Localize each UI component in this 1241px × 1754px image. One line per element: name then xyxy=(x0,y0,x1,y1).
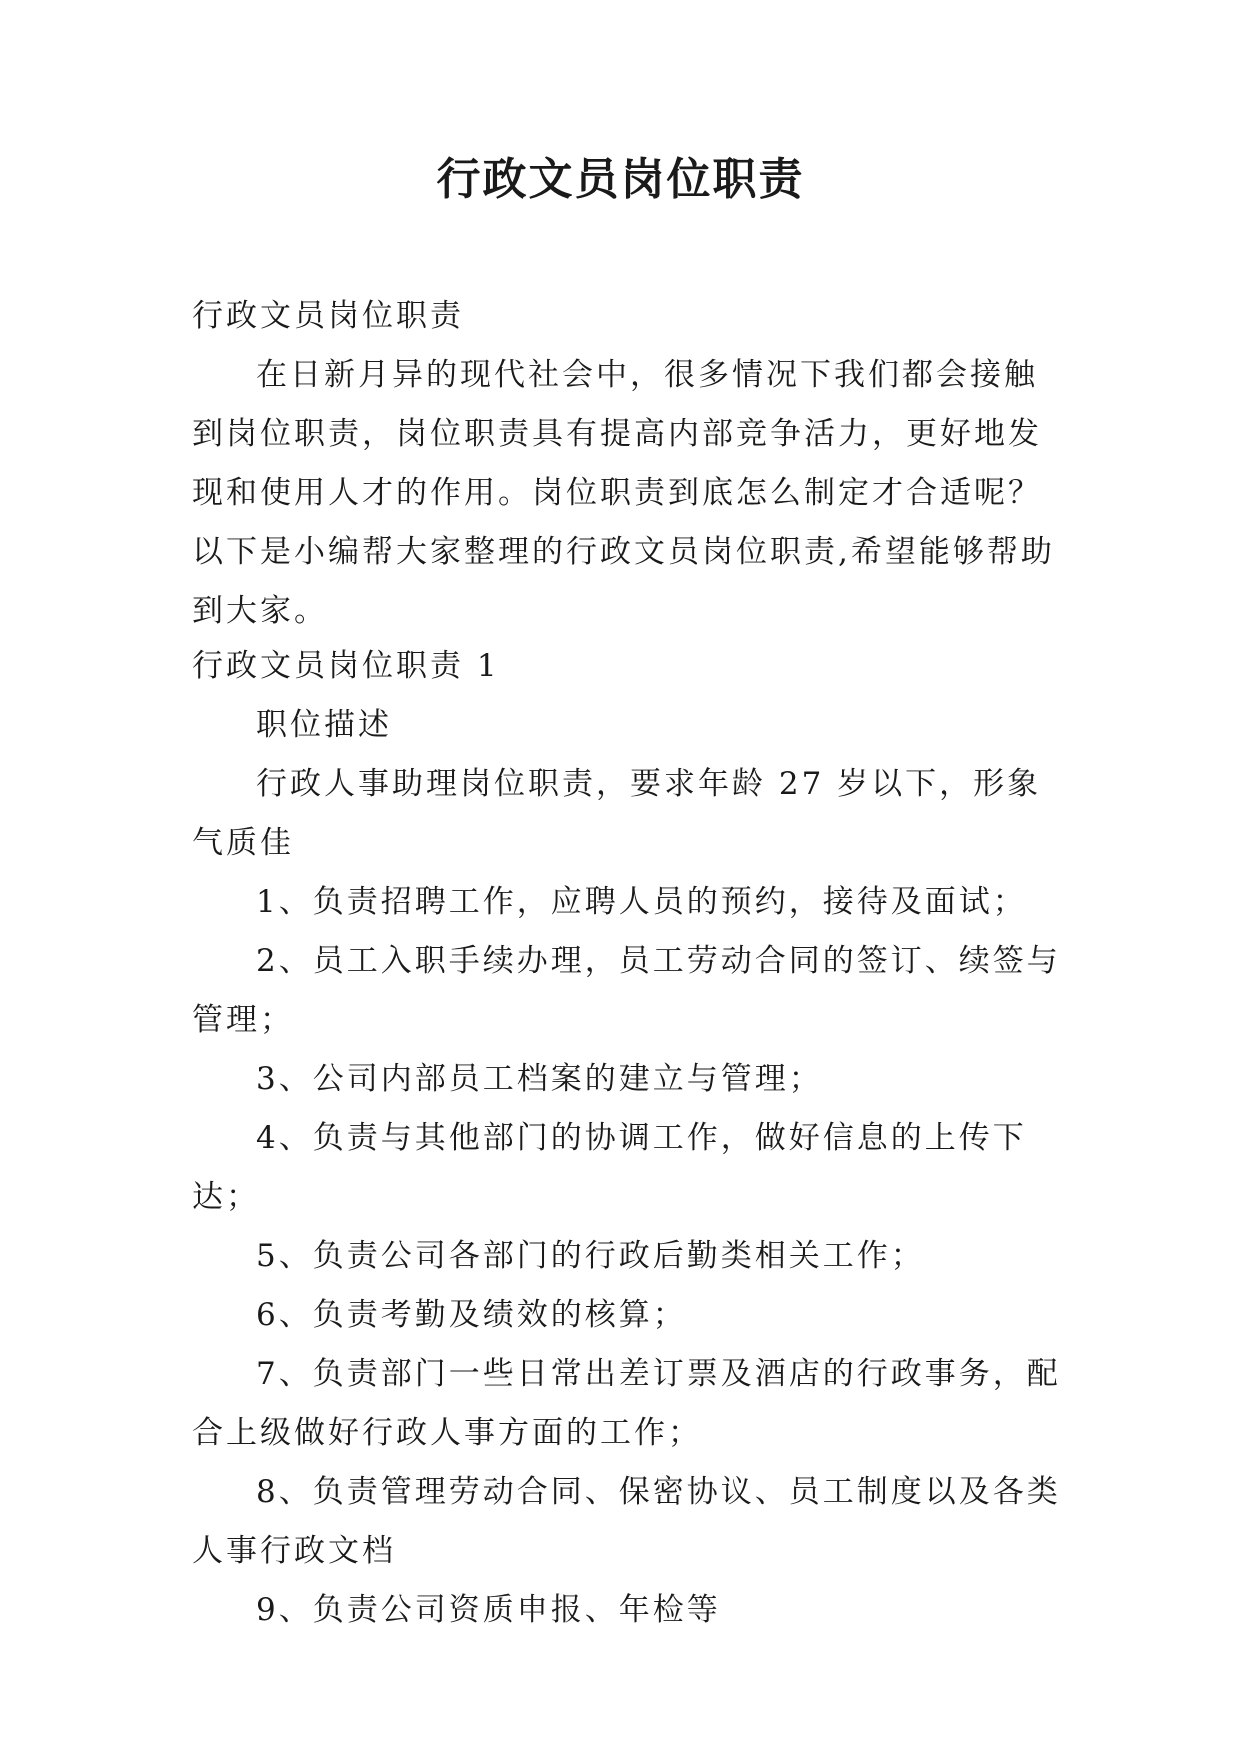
duty-item: 2、员工入职手续办理，员工劳动合同的签订、续签与管理； xyxy=(192,943,1061,1038)
section-heading: 行政文员岗位职责 1 xyxy=(192,648,500,684)
section-subheading: 职位描述 xyxy=(256,707,392,743)
duty-item: 3、公司内部员工档案的建立与管理； xyxy=(256,1061,823,1097)
intro-paragraph: 在日新月异的现代社会中，很多情况下我们都会接触到岗位职责，岗位职责具有提高内部竞争活力，更好地发现和使用人才的作用。岗位职责到底怎么制定才合适呢？以下是小编帮大家整理的行政文员岗位职责,希望能够帮助到大家。 xyxy=(192,357,1055,629)
duty-item: 8、负责管理劳动合同、保密协议、员工制度以及各类人事行政文档 xyxy=(192,1474,1061,1569)
section-1 xyxy=(192,637,1062,1640)
intro-heading: 行政文员岗位职责 xyxy=(192,298,464,334)
section-summary: 行政人事助理岗位职责，要求年龄 27 岁以下，形象气质佳 xyxy=(192,766,1042,861)
intro-section xyxy=(192,287,1062,641)
duty-item: 9、负责公司资质申报、年检等 xyxy=(256,1592,721,1628)
document-title: 行政文员岗位职责 xyxy=(436,154,805,205)
duty-item: 1、负责招聘工作，应聘人员的预约，接待及面试； xyxy=(256,884,1027,920)
duty-item: 6、负责考勤及绩效的核算； xyxy=(256,1297,687,1333)
duty-item: 4、负责与其他部门的协调工作，做好信息的上传下达； xyxy=(192,1120,1027,1215)
duty-item: 7、负责部门一些日常出差订票及酒店的行政事务，配合上级做好行政人事方面的工作； xyxy=(192,1356,1061,1451)
duty-item: 5、负责公司各部门的行政后勤类相关工作； xyxy=(256,1238,925,1274)
